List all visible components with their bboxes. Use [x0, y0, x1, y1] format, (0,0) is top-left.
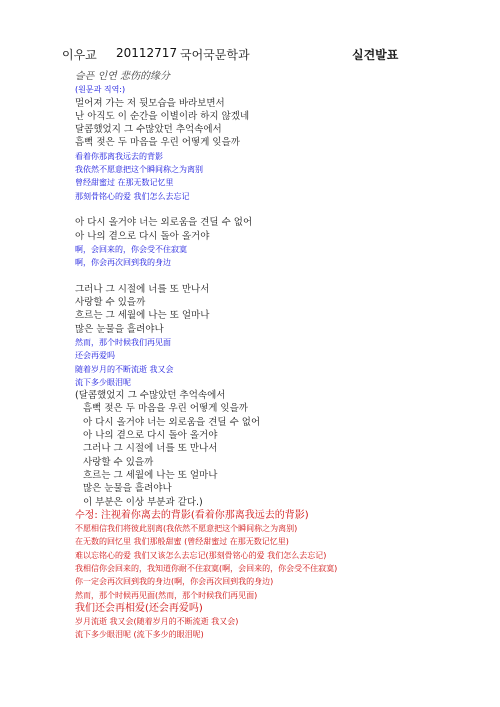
- text-line: 曾经甜蜜过 在那无数记忆里: [75, 178, 174, 188]
- text-line: 아 다시 올거야 너는 외로움을 견딜 수 없어: [75, 217, 253, 229]
- text-line: (달콤했었지 그 수많았던 추억속에서: [75, 390, 226, 402]
- text-line: 많은 눈물을 흘려야나: [83, 483, 172, 495]
- text-line: 사랑할 수 있을까: [83, 456, 154, 468]
- text-line: 流下多少眼泪呢 (流下多少的眼泪呢): [75, 630, 204, 640]
- text-line: 그러나 그 시절에 너를 또 만나서: [83, 443, 218, 455]
- text-line: 아 다시 올거야 너는 외로움을 견딜 수 없어: [83, 416, 261, 428]
- text-line: 你一定会再次回到我的身边(啊，你会再次回到我的身边): [75, 577, 274, 587]
- text-line: 我依然不愿意把这个瞬间称之为离别: [75, 165, 203, 175]
- text-line: 难以忘铭心的爱 我们又该怎么去忘记(那刻骨铭心的爱 我们怎么去忘记): [75, 550, 327, 560]
- line-gap: [75, 269, 485, 282]
- student-name: 이우교: [62, 48, 97, 62]
- text-line: (원문과 직역:): [75, 85, 126, 95]
- text-line: 난 아직도 이 순간을 이별이라 하지 않겠네: [75, 110, 250, 122]
- text-line: 많은 눈물을 흘려야나: [75, 323, 164, 335]
- text-line: 不愿相信我们将彼此别离(我依然不愿意把这个瞬间称之为离别): [75, 524, 298, 534]
- text-line: 수정: 注视着你离去的背影(看着你那离我远去的背影): [75, 509, 309, 521]
- text-line: 흠뻑 젖은 두 마음을 우린 어떻게 잊을까: [75, 137, 240, 149]
- text-line: 看着你那离我远去的背影: [75, 151, 163, 161]
- document-header: [62, 46, 462, 64]
- department: 국어국문학과: [180, 48, 250, 62]
- text-line: 흠뻑 젖은 두 마음을 우린 어떻게 잊을까: [83, 403, 248, 415]
- text-line: 사랑할 수 있을까: [75, 297, 146, 309]
- text-line: 我相信你会回来的，我知道你耐不住寂寞(啊，会回来的，你会受不住寂寞): [75, 563, 338, 573]
- text-line: 啊，会回来的，你会受不住寂寞: [75, 244, 187, 254]
- text-line: 이 부분은 이상 부분과 같다.): [83, 496, 203, 508]
- text-line: 멀어져 가는 저 뒷모습을 바라보면서: [75, 97, 225, 109]
- text-line: 그러나 그 시절에 너를 또 만나서: [75, 283, 210, 295]
- text-line: 那刻骨铭心的爱 我们怎么去忘记: [75, 191, 190, 201]
- text-line: 岁月流逝 我又会(随着岁月的不断流逝 我又会): [75, 617, 239, 627]
- text-line: 我们还会再相爱(还会再爱吗): [75, 602, 203, 614]
- text-line: 随着岁月的不断流逝 我又会: [75, 364, 174, 374]
- text-line: 아 나의 곁으로 다시 돌아 올거야: [75, 230, 210, 242]
- text-line: 슬픈 인연 悲伤的缘分: [75, 71, 170, 82]
- student-id: 20112717: [116, 46, 178, 60]
- text-line: 还会再爱吗: [75, 351, 115, 361]
- text-line: 然而，那个时候我们再见面: [75, 337, 171, 347]
- lyrics-body: [75, 70, 485, 642]
- text-line: 然而，那个时候再见面(然而，那个时候我们再见面): [75, 590, 258, 600]
- text-line: 아 나의 곁으로 다시 돌아 올거야: [83, 430, 218, 442]
- text-line: 달콤했었지 그 수많았던 추억속에서: [75, 124, 222, 136]
- line-gap: [75, 203, 485, 216]
- text-line: 在无数的回忆里 我们那般甜蜜 (曾经甜蜜过 在那无数记忆里): [75, 537, 289, 547]
- document-title: 실견발표: [352, 48, 399, 62]
- text-line: 啊，你会再次回到我的身边: [75, 258, 171, 268]
- text-line: 流下多少眼泪呢: [75, 377, 131, 387]
- text-line: 흐르는 그 세월에 나는 또 얼마나: [83, 469, 218, 481]
- text-line: 흐르는 그 세월에 나는 또 얼마나: [75, 310, 210, 322]
